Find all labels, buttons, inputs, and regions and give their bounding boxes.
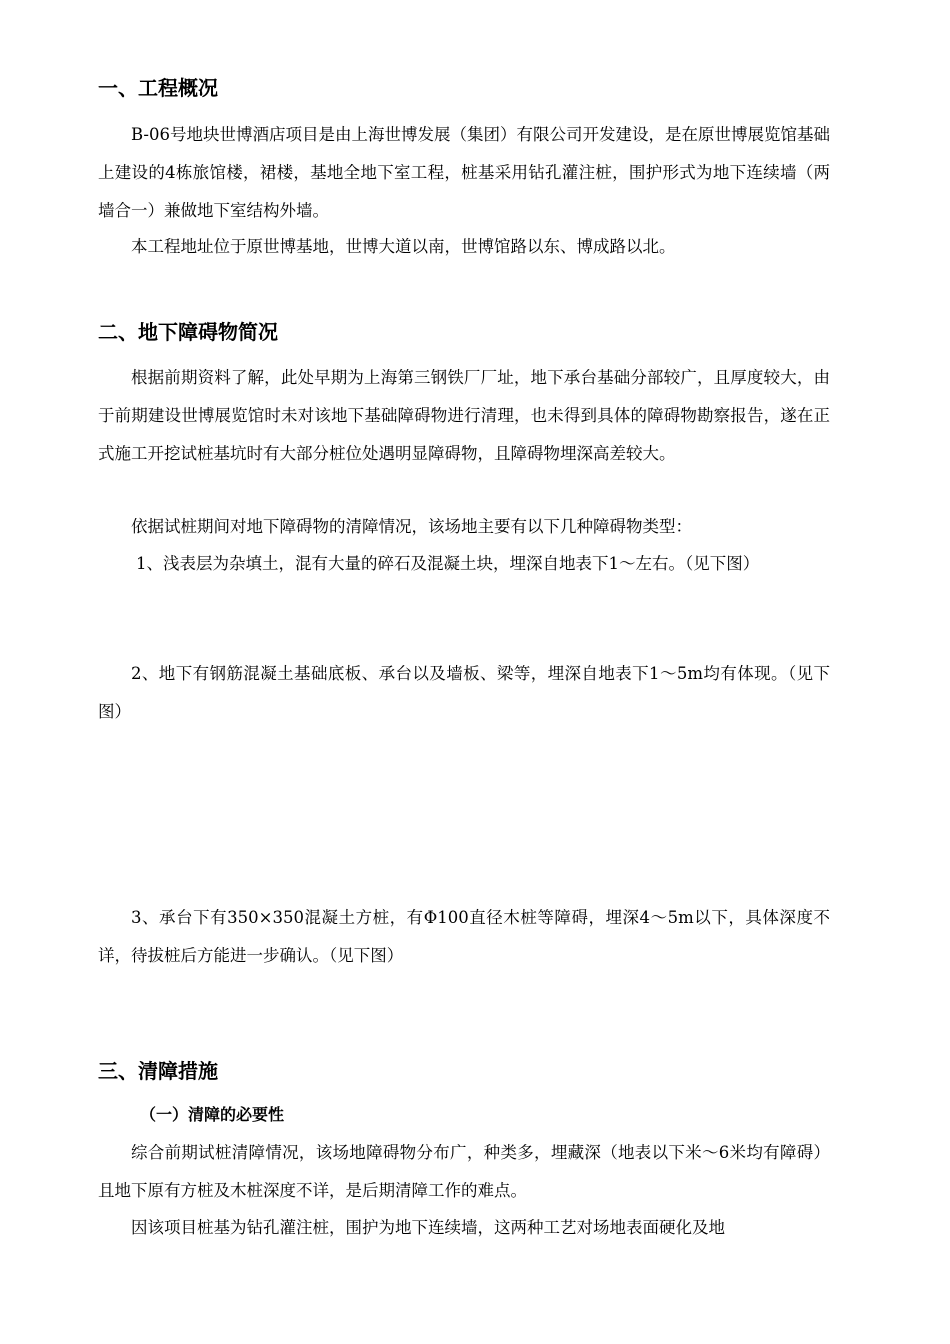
- obstacle-type-item-3: 3、承台下有350×350混凝土方桩，有Φ100直径木桩等障碍，埋深4～5m以下，具体深度不详，待拔桩后方能进一步确认。（见下图）: [98, 908, 830, 965]
- obstacles-paragraph-1: 根据前期资料了解，此处早期为上海第三钢铁厂厂址，地下承台基础分部较广，且厚度较大，由于前期建设世博展览馆时未对该地下基础障碍物进行清理，也未得到具体的障碍物勘察报告，遂在正式施工开挖试桩基坑时有大部分桩位处遇明显障碍物，且障碍物埋深高差较大。: [98, 368, 830, 463]
- measures-paragraph-1: 综合前期试桩清障情况，该场地障碍物分布广，种类多，埋藏深（地表以下米～6米均有障碍）且地下原有方桩及木桩深度不详，是后期清障工作的难点。: [98, 1143, 830, 1200]
- subsection-heading-necessity: （一）清障的必要性: [140, 1105, 285, 1124]
- section-heading-overview: 一、工程概况: [98, 76, 218, 100]
- section-heading-obstacles: 二、地下障碍物简况: [98, 320, 278, 344]
- obstacle-type-item-2: 2、地下有钢筋混凝土基础底板、承台以及墙板、梁等，埋深自地表下1～5m均有体现。（见下图）: [98, 664, 830, 721]
- obstacle-type-item-1: 1、浅表层为杂填土，混有大量的碎石及混凝土块，埋深自地表下1～左右。（见下图）: [136, 554, 760, 573]
- obstacles-paragraph-2: 依据试桩期间对地下障碍物的清障情况，该场地主要有以下几种障碍物类型：: [131, 517, 692, 536]
- overview-paragraph-2: 本工程地址位于原世博基地，世博大道以南，世博馆路以东、博成路以北。: [131, 237, 676, 256]
- measures-paragraph-2: 因该项目桩基为钻孔灌注桩，围护为地下连续墙，这两种工艺对场地表面硬化及地: [131, 1218, 725, 1237]
- overview-paragraph-1: B-06号地块世博酒店项目是由上海世博发展（集团）有限公司开发建设，是在原世博展览馆基础上建设的4栋旅馆楼，裙楼，基地全地下室工程，桩基采用钻孔灌注桩，围护形式为地下连续墙（两墙合一）兼做地下室结构外墙。: [98, 125, 831, 220]
- section-heading-measures: 三、清障措施: [98, 1059, 218, 1083]
